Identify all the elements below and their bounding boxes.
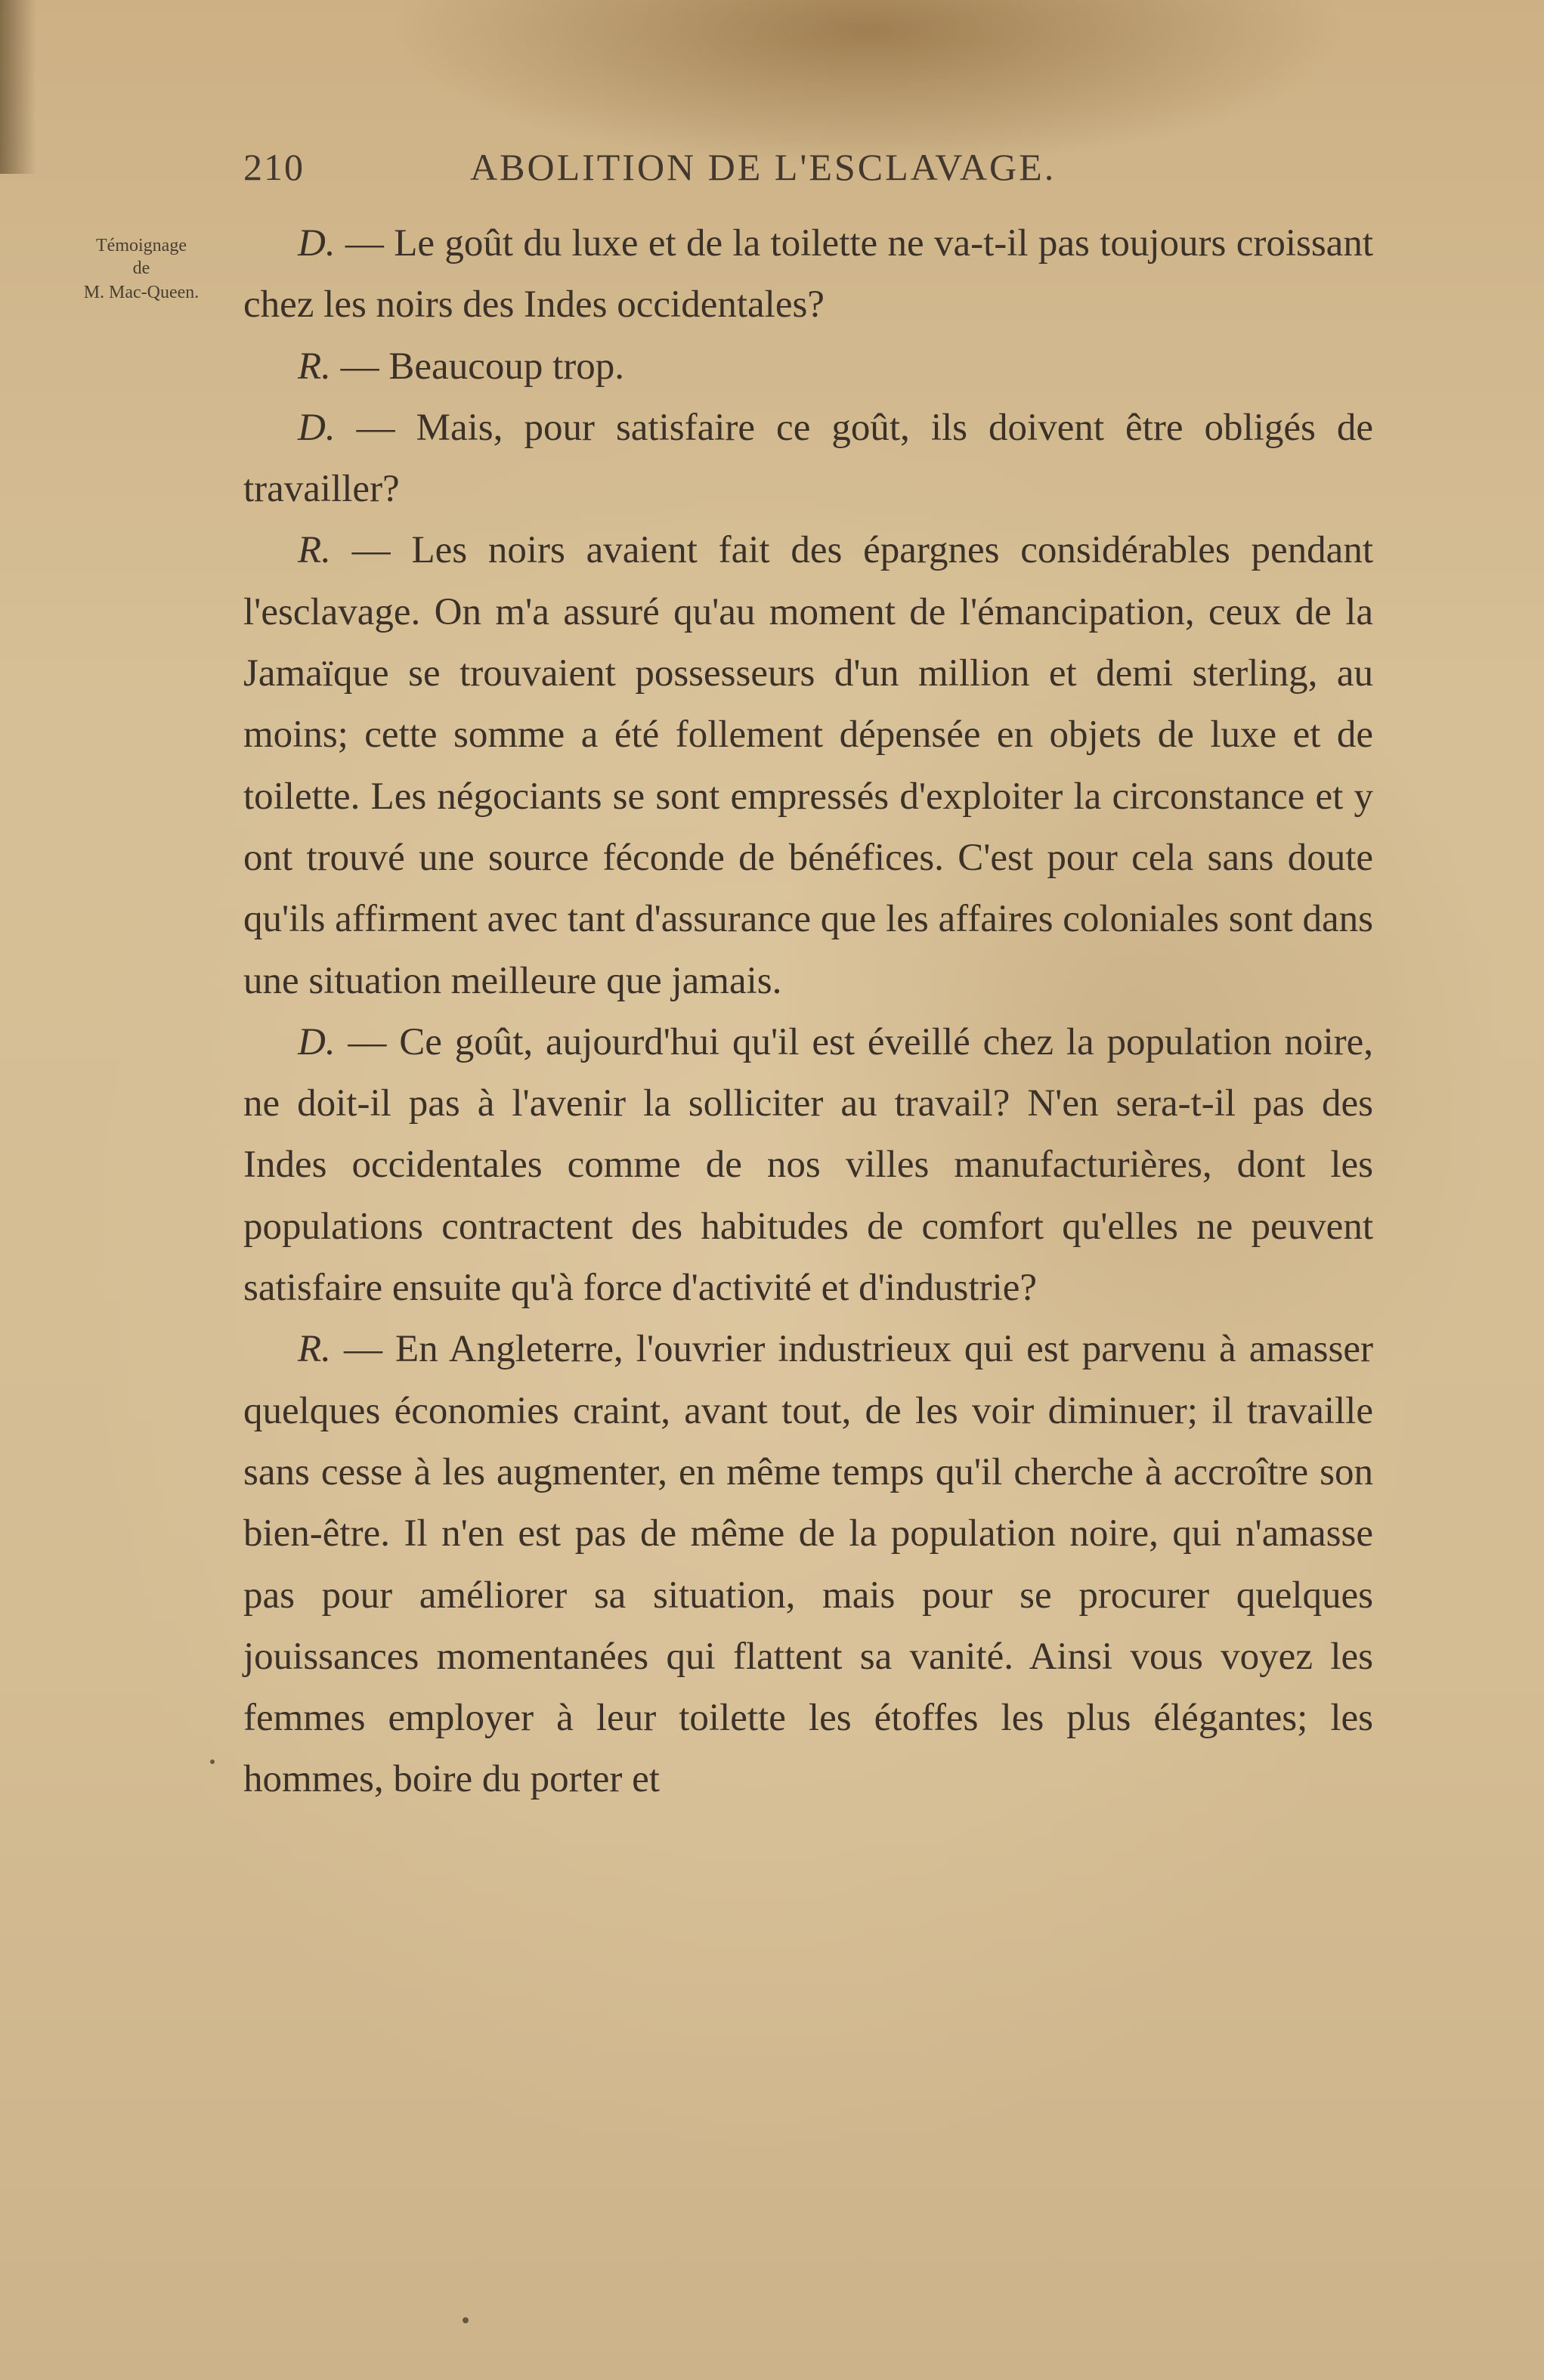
paragraph-text: — Le goût du luxe et de la toilette ne va-t-il pas toujours croissant chez les noirs des Indes occidentales?	[243, 222, 1373, 327]
ink-speck	[463, 2317, 469, 2323]
body-text	[243, 213, 1373, 1811]
paragraph	[243, 336, 1373, 398]
page-number: 210	[243, 146, 305, 188]
page-header	[243, 145, 1160, 190]
margin-note-line: M. Mac-Queen.	[83, 283, 200, 302]
paragraph-text: — Ce goût, aujourd'hui qu'il est éveillé chez la population noire, ne doit-il pas à l'avenir la solliciter au travail? N'en sera-t-il pas des Indes occidentales comme de nos villes manufacturières, dont les populations contractent des habitudes de comfort qu'elles ne peuvent satisfaire ensuite qu'à force d'activité et d'industrie?	[243, 1020, 1373, 1310]
paragraph	[243, 213, 1373, 336]
paragraph-text: — Mais, pour satisfaire ce goût, ils doivent être obligés de travailler?	[243, 406, 1373, 511]
paragraph	[243, 520, 1373, 1011]
speaker-label: R.	[298, 1328, 331, 1371]
running-title: ABOLITION DE L'ESCLAVAGE.	[470, 146, 1057, 188]
paragraph-text: — Beaucoup trop.	[330, 345, 624, 388]
margin-note	[39, 234, 243, 304]
speaker-label: D.	[298, 222, 336, 265]
paragraph-text: — En Angleterre, l'ouvrier industrieux qui est parvenu à amasser quelques économies craint, avant tout, de les voir diminuer; il travaille sans cesse à les augmenter, en même temps qu'il cherche à accroître son bien-être. Il n'en est pas de même de la population noire, qui n'amasse pas pour améliorer sa situation, mais pour se procurer quelques jouissances momentanées qui flattent sa vanité. Ainsi vous voyez les femmes employer à leur toilette les étoffes les plus élégantes; les hommes, boire du porter et	[243, 1328, 1373, 1801]
paragraph	[243, 1319, 1373, 1810]
speaker-label: D.	[298, 406, 336, 449]
margin-note-line: Témoignage	[96, 236, 187, 255]
speaker-label: R.	[298, 529, 331, 572]
paragraph	[243, 1012, 1373, 1319]
paragraph	[243, 398, 1373, 521]
ink-speck	[210, 1759, 215, 1764]
speaker-label: R.	[298, 345, 331, 388]
margin-note-line: de	[132, 258, 150, 278]
speaker-label: D.	[298, 1020, 336, 1063]
paragraph-text: — Les noirs avaient fait des épargnes considérables pendant l'esclavage. On m'a assuré qu'au moment de l'émancipation, ceux de la Jamaïque se trouvaient possesseurs d'un million et demi sterling, au moins; cette somme a été follement dépensée en objets de luxe et de toilette. Les négociants se sont empressés d'exploiter la circonstance et y ont trouvé une source féconde de bénéfices. C'est pour cela sans doute qu'ils affirment avec tant d'assurance que les affaires coloniales sont dans une situation meilleure que jamais.	[243, 529, 1373, 1002]
page-edge-shadow	[0, 0, 36, 174]
